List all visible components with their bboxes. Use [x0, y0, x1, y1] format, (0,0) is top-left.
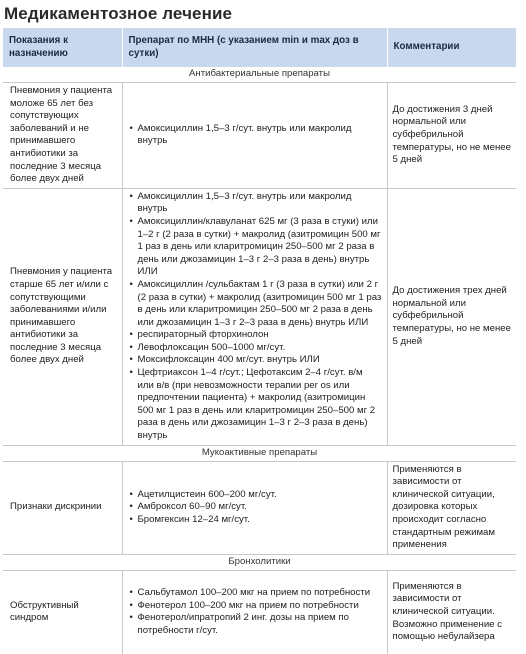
- drug-list: [128, 489, 382, 527]
- drug-item: • Амоксициллин /сульбактам 1 г (3 раза в сутки) или 2 г (2 раза в сутки) + макролид (азитромицин 500 мг 1 раз в день или кларитромицин 250–500 мг 2 раза в день или джозамицин 1–3 г 2–3 раза в день) внутрь ИЛИ: [138, 279, 382, 329]
- drug-item: • Бромгексин 12–24 мг/сут.: [138, 514, 382, 527]
- table-row: [3, 188, 516, 445]
- page-title: Медикаментозное лечение: [4, 4, 233, 23]
- comment-cell: До достижения 3 дней нормальной или субфебрильной температуры, но не менее 5 дней: [387, 83, 516, 189]
- drug-list: [128, 587, 382, 637]
- drug-item: • Амоксициллин 1,5–3 г/сут. внутрь или макролид внутрь: [138, 191, 382, 216]
- drug-item: • Амоксициллин/клавуланат 625 мг (3 раза в стуки) или 1–2 г (2 раза в сутки) + макролид (азитромицин 500 мг 1 раз в день или кларитромицин 250–500 мг 2 раза в день или джозамицин 1–3 г 2–3 раза в день) внутрь ИЛИ: [138, 216, 382, 279]
- section-header-antibacterial: [3, 67, 516, 83]
- drug-cell: [122, 83, 387, 189]
- drug-item: • Амброксол 60–90 мг/сут.: [138, 501, 382, 514]
- comment-cell: Применяются в зависимости от клинической ситуации. Возможно применение с помощью небулайзера: [387, 570, 516, 654]
- drug-item: • Ацетилцистеин 600–200 мг/сут.: [138, 489, 382, 502]
- drug-cell: [122, 188, 387, 445]
- comment-cell: До достижения трех дней нормальной или субфебрильной температуры, но не менее 5 дней: [387, 188, 516, 445]
- header-comments: Комментарии: [387, 28, 516, 67]
- header-indications: Показания к назначению: [3, 28, 122, 67]
- drug-item: • Сальбутамол 100–200 мкг на прием по потребности: [138, 587, 382, 600]
- drug-item: • Фенотерол/ипратропий 2 инг. дозы на прием по потребности г/сут.: [138, 612, 382, 637]
- table-row: [3, 570, 516, 654]
- section-header-mucoactive: [3, 445, 516, 461]
- indication-cell: Обструктивный синдром: [3, 570, 122, 654]
- comment-cell: Применяются в зависимости от клинической ситуации, дозировка которых происходит согласно стандартным режимам применения: [387, 461, 516, 554]
- drug-item: • Амоксициллин 1,5–3 г/сут. внутрь или макролид внутрь: [138, 123, 382, 148]
- section-title: Мукоактивные препараты: [3, 445, 516, 461]
- table-row: [3, 83, 516, 189]
- drug-item: • респираторный фторхинолон: [138, 329, 382, 342]
- drug-item: • Фенотерол 100–200 мкг на прием по потребности: [138, 600, 382, 613]
- drug-list: [128, 191, 382, 443]
- header-drug: Препарат по МНН (с указанием min и max доз в сутки): [122, 28, 387, 67]
- drug-cell: [122, 570, 387, 654]
- drug-cell: [122, 461, 387, 554]
- indication-cell: Признаки дискринии: [3, 461, 122, 554]
- drug-item: • Левофлоксацин 500–1000 мг/сут.: [138, 342, 382, 355]
- drug-item: • Цефтриаксон 1–4 г/сут.; Цефотаксим 2–4 г/сут. в/м или в/в (при невозможности терапии per os или предпочтении пациента) + макролид (азитромицин 500 мг 1 раз в день или кларитромицин 250–500 мг 2 раза в день или джозамицин 1–3 г 2–3 раза в день) внутрь: [138, 367, 382, 443]
- table-header-row: [3, 28, 516, 67]
- section-title: Бронхолитики: [3, 554, 516, 570]
- table-row: [3, 461, 516, 554]
- section-title: Антибактериальные препараты: [3, 67, 516, 83]
- treatment-table: [3, 28, 516, 654]
- section-header-bronchodilators: [3, 554, 516, 570]
- indication-cell: Пневмония у пациента моложе 65 лет без сопутствующих заболеваний и не принимавшего антибиотики за последние 3 месяца более двух дней: [3, 83, 122, 189]
- indication-cell: Пневмония у пациента старше 65 лет и/или с сопутствующими заболеваниями и/или принимавшего антибиотики за последние 3 месяца более двух дней: [3, 188, 122, 445]
- drug-item: • Моксифлоксацин 400 мг/сут. внутрь ИЛИ: [138, 354, 382, 367]
- drug-list: [128, 123, 382, 148]
